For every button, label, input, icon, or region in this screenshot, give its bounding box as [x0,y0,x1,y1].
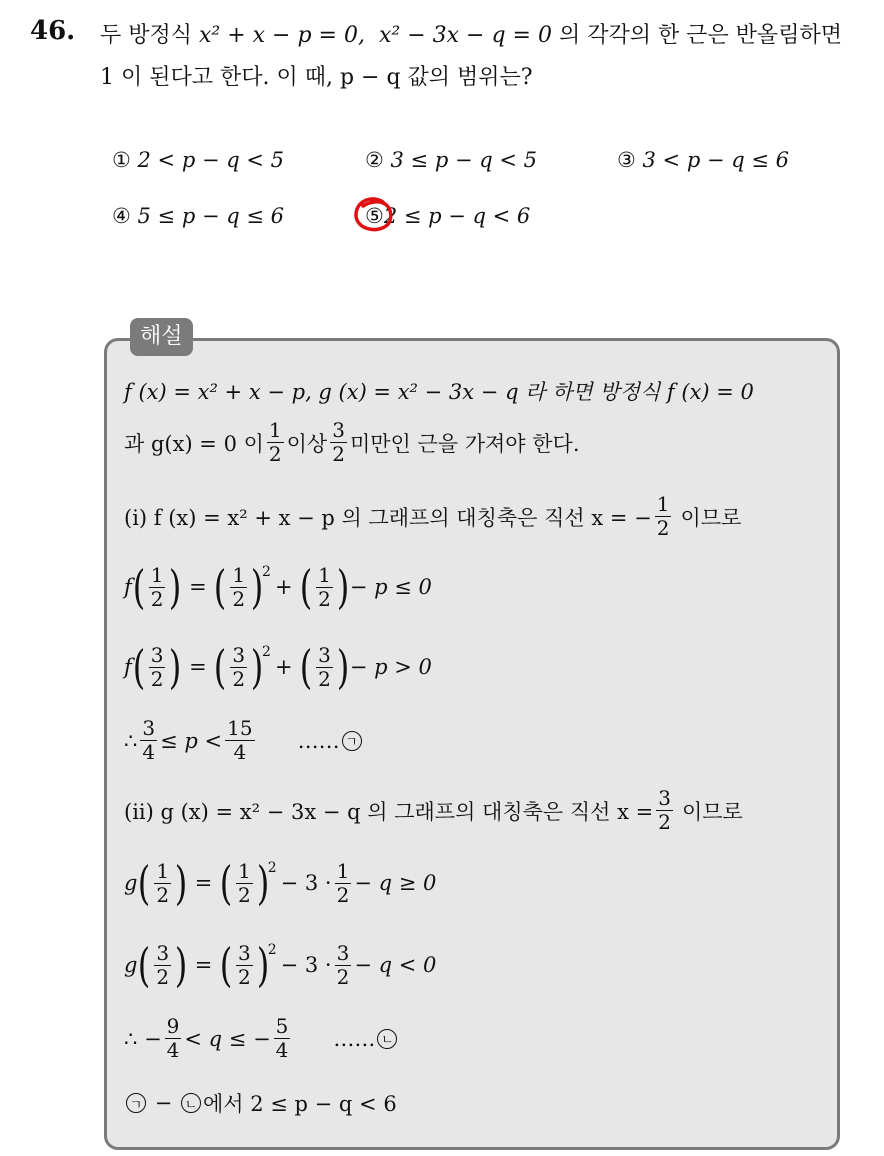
marker-a: ㄱ [342,731,362,751]
fraction: $\frac{1}{2}$ [656,492,670,540]
question-text: 두 방정식 [100,23,199,48]
question-text: 의 각각의 한 근은 반올림하면 [551,23,842,48]
equation-1: x² + x − p = 0, [199,23,365,48]
choice-2[interactable] [365,148,537,172]
fraction: $\frac{3}{2}$ [332,418,345,466]
choice-mark: ④ [112,204,131,228]
solution-line-1: f (x) = x² + x − p, g (x) = x² − 3x − q 라 하면 방정식 f (x) = 0 [124,380,754,404]
solution-line-6: ∴ $\frac{3}{4}$ ≤ p < $\frac{15}{4}$ …… ㄱ [124,718,364,763]
choice-mark: ⑤ [365,204,384,228]
fraction: $\frac{1}{2}$ [268,418,282,466]
choice-3[interactable] [617,148,789,172]
solution-line-7: (ii) g (x) = x² − 3x − q 의 그래프의 대칭축은 직선 x = $\frac{3}{2}$ 이므로 [124,786,743,834]
solution-tab: 해설 [130,318,193,356]
solution-line-8: g ( $\frac{1}{2}$ ) = ( $\frac{1}{2}$ ) 2 − 3 · $\frac{1}{2}$ − q ≥ 0 [124,856,437,910]
choice-text: 2 ≤ p − q < 6 [383,204,531,228]
choice-mark: ③ [617,148,636,172]
choice-text: 5 ≤ p − q ≤ 6 [137,204,284,228]
solution-line-11: ㄱ − ㄴ 에서 2 ≤ p − q < 6 [124,1088,397,1118]
choice-text: 2 < p − q < 5 [137,148,284,172]
equation-2: x² − 3x − q = 0 [378,23,552,48]
choice-mark: ① [112,148,131,172]
choice-4[interactable] [112,204,284,228]
choice-mark: ② [365,148,384,172]
choice-text: 3 ≤ p − q < 5 [390,148,537,172]
solution-line-4: f ( $\frac{1}{2}$ ) = ( $\frac{1}{2}$ ) 2 + ( $\frac{1}{2}$ ) − p ≤ 0 [124,560,432,614]
marker-b: ㄴ [181,1093,201,1113]
marker-b: ㄴ [377,1029,397,1049]
choice-text: 3 < p − q ≤ 6 [642,148,789,172]
question-number: 46. [30,16,76,46]
solution-line-9: g ( $\frac{3}{2}$ ) = ( $\frac{3}{2}$ ) 2 − 3 · $\frac{3}{2}$ − q < 0 [124,938,437,992]
question-line-1 [100,18,842,49]
solution-line-2: 과 g(x) = 0 이 $\frac{1}{2}$ 이상 $\frac{3}{2}$ 미만인 근을 가져야 한다. [124,418,580,466]
solution-line-3: (i) f (x) = x² + x − p 의 그래프의 대칭축은 직선 x = − $\frac{1}{2}$ 이므로 [124,492,742,540]
solution-line-5: f ( $\frac{3}{2}$ ) = ( $\frac{3}{2}$ ) 2 + ( $\frac{3}{2}$ ) − p > 0 [124,640,432,694]
choice-1[interactable] [112,148,284,172]
solution-line-10: ∴ − $\frac{9}{4}$ < q ≤ − $\frac{5}{4}$ …… ㄴ [124,1016,399,1061]
question-line-2: 1 이 된다고 한다. 이 때, p − q 값의 범위는? [100,65,533,90]
answer-circle-mark [353,196,395,234]
marker-a: ㄱ [126,1093,146,1113]
